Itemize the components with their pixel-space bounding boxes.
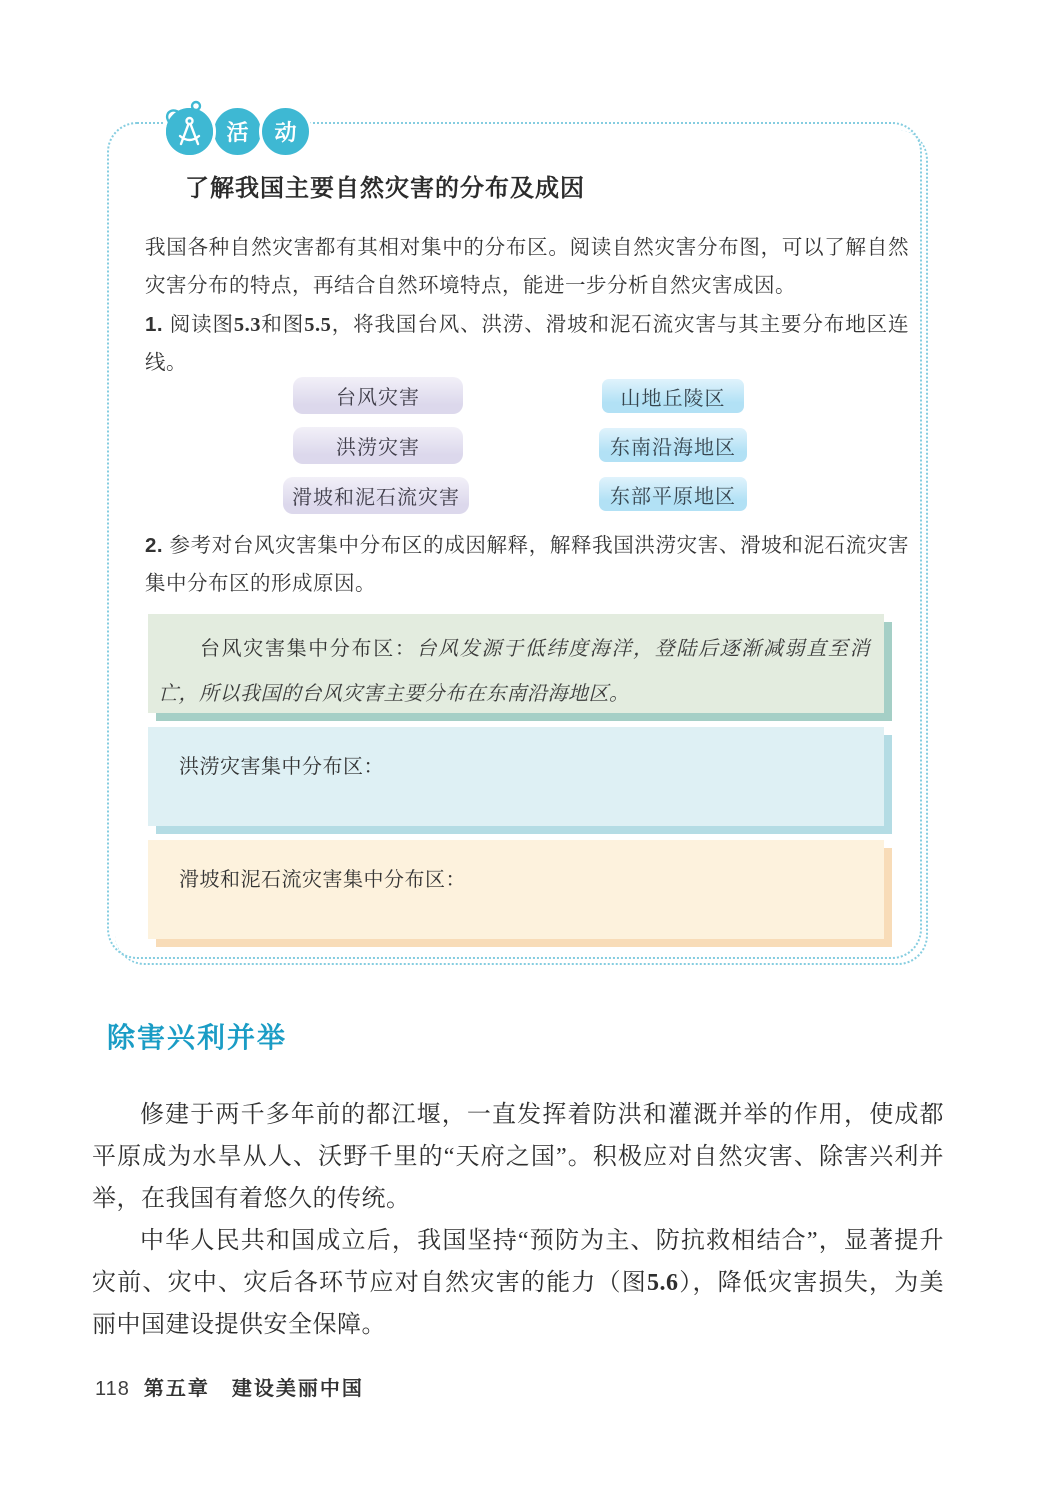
body-text (92, 1094, 944, 1346)
item-1-text: ，将我国台风、洪涝、滑坡和泥石流灾害与其主要分布地区连线。 (145, 313, 909, 374)
answer-text (148, 614, 884, 717)
body-paragraph-1: 修建于两千多年前的都江堰，一直发挥着防洪和灌溉并举的作用，使成都平原成为水旱从人、沃野千里的“天府之国”。积极应对自然灾害、除害兴利并举，在我国有着悠久的传统。 (92, 1102, 944, 1212)
item-2-text: 参考对台风灾害集中分布区的成因解释，解释我国洪涝灾害、滑坡和泥石流灾害集中分布区的形成原因。 (145, 534, 910, 595)
answer-label: 滑坡和泥石流灾害集中分布区： (179, 869, 466, 891)
activity-item-2 (145, 527, 909, 603)
match-left-typhoon: 台风灾害 (293, 377, 463, 414)
answer-box-typhoon (148, 614, 884, 713)
answer-box-landslide (148, 840, 884, 939)
badge-char-huo: 活 (211, 105, 264, 158)
match-right-hills: 山地丘陵区 (602, 379, 744, 413)
match-left-landslide: 滑坡和泥石流灾害 (283, 477, 469, 514)
page-footer (95, 1372, 364, 1401)
item-1-text: 和图 (261, 313, 305, 336)
match-right-southeast-coast: 东南沿海地区 (599, 428, 747, 462)
item-2-number: 2. (145, 534, 164, 557)
answer-box-flood (148, 727, 884, 826)
page-number: 118 (95, 1378, 130, 1400)
paragraph-2-text: 中华人民共和国成立后，我国坚持“预防为主、防抗救相结合”，显著提升灾前、灾中、灾后各环节应对自然灾害的能力（图 (92, 1228, 944, 1296)
answer-handwriting: 台风发源于低纬度海洋，登陆后逐渐减弱直至消亡，所以我国的台风灾害主要分布在东南沿海地区。 (158, 638, 870, 705)
compass-icon (163, 105, 216, 158)
item-1-text: 阅读图 (169, 313, 234, 336)
activity-badge (163, 105, 312, 158)
figure-ref-5-3: 5.3 (233, 314, 262, 336)
section-heading: 除害兴利并举 (107, 1023, 288, 1054)
paragraph-2-text: ），降低灾害损失，为美丽中国建设提供安全保障。 (92, 1270, 944, 1338)
item-1-number: 1. (145, 313, 164, 336)
match-left-flood: 洪涝灾害 (293, 427, 463, 464)
answer-label: 台风灾害集中分布区： (200, 638, 417, 660)
answer-label: 洪涝灾害集中分布区： (179, 756, 384, 778)
activity-title: 了解我国主要自然灾害的分布及成因 (185, 175, 585, 202)
figure-ref-5-5: 5.5 (304, 314, 332, 336)
activity-intro: 我国各种自然灾害都有其相对集中的分布区。阅读自然灾害分布图，可以了解自然灾害分布的特点，再结合自然环境特点，能进一步分析自然灾害成因。 (145, 236, 909, 297)
badge-char-dong: 动 (259, 105, 312, 158)
chapter-title: 第五章 建设美丽中国 (143, 1378, 364, 1400)
figure-ref-5-6: 5.6 (647, 1270, 679, 1296)
activity-item-1 (145, 306, 909, 382)
body-paragraph-2 (92, 1220, 944, 1346)
match-right-east-plain: 东部平原地区 (599, 477, 747, 511)
